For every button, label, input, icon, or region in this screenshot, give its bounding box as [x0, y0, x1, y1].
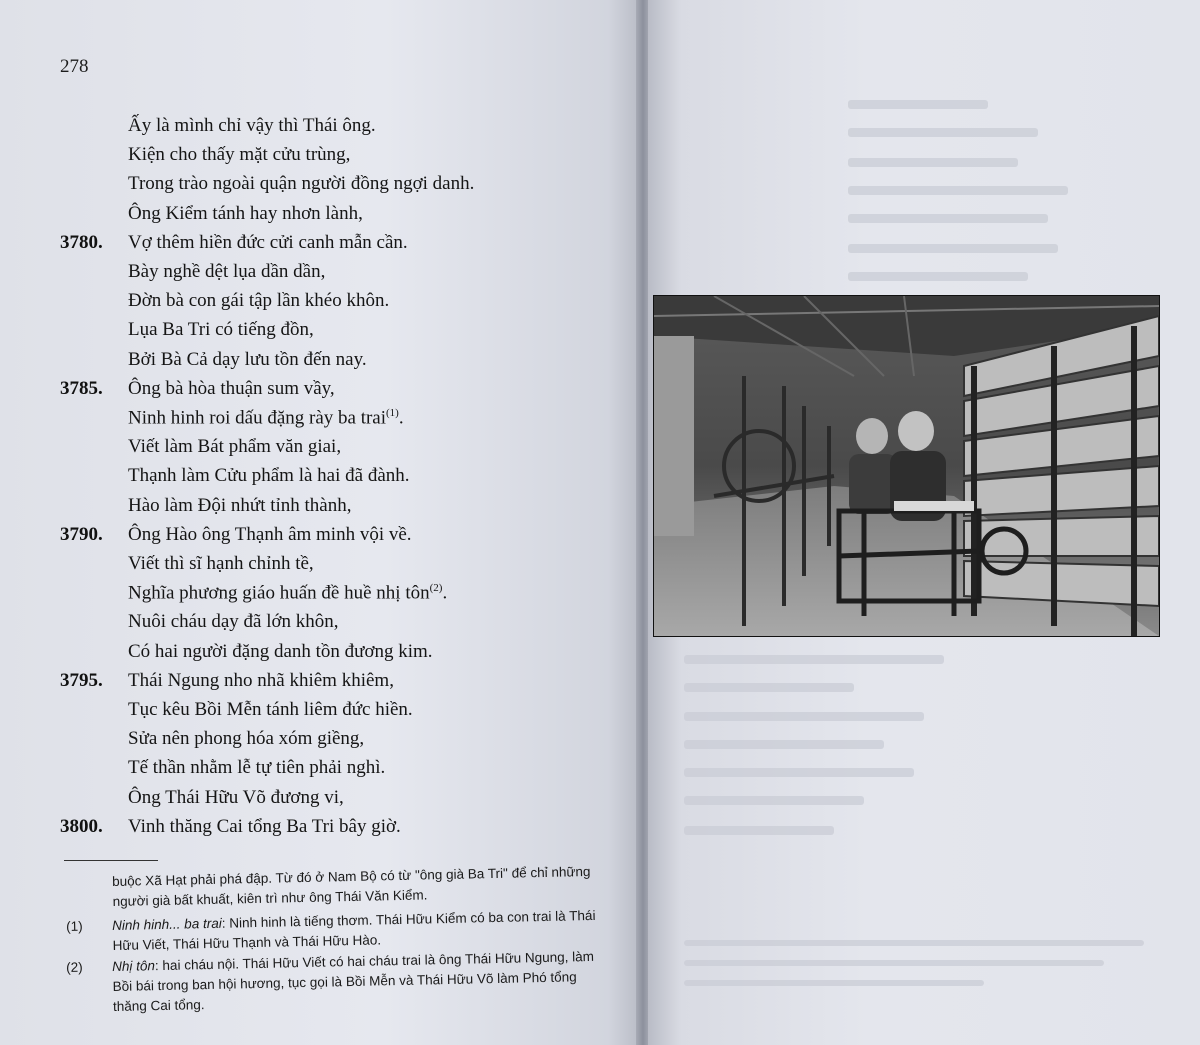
verse-line — [128, 144, 350, 166]
bleed-through-line — [684, 960, 1104, 966]
verse-text: Ông Kiểm tánh hay nhơn lành, — [128, 202, 363, 224]
bleed-through-line — [684, 826, 834, 835]
verse-line — [128, 582, 447, 604]
bleed-through-line — [848, 128, 1038, 137]
bleed-through-line — [848, 158, 1018, 167]
verse-text: Nuôi cháu dạy đã lớn khôn, — [128, 611, 339, 633]
verse-number: 3785. — [60, 377, 103, 399]
verse-number: 3780. — [60, 231, 103, 253]
footnote-2-text: : hai cháu nội. Thái Hữu Viết có hai cháu trai là ông Thái Hữu Ngung, làm Bồi bái trong ban hội hương, tục gọi là Bồi Mễn và Thái Hữu Võ làm Phó tổng thăng Cai tổng. — [112, 948, 595, 1015]
verse-line — [128, 261, 325, 283]
verse-text: Trong trào ngoài quận người đồng ngợi danh. — [128, 173, 475, 195]
footnote-1-mark: (1) — [66, 918, 83, 934]
verse-line — [128, 641, 433, 663]
footnote-2-mark: (2) — [66, 959, 83, 975]
bleed-through-line — [848, 214, 1048, 223]
verse-line — [128, 757, 385, 779]
verse-line — [128, 495, 352, 517]
verse-text: Thái Ngung nho nhã khiêm khiêm, — [128, 669, 394, 691]
verse-number: 3800. — [60, 815, 103, 837]
verse-text: Hào làm Đội nhứt tỉnh thành, — [128, 494, 352, 516]
verse-line — [128, 290, 389, 312]
verse-text: Kiện cho thấy mặt cửu trùng, — [128, 144, 351, 166]
bleed-through-line — [848, 186, 1068, 195]
verse-text: Có hai người đặng danh tồn đương kim. — [128, 640, 433, 662]
photo-illustration — [654, 296, 1159, 636]
verse-text: Ông Thái Hữu Võ đương vi, — [128, 786, 344, 808]
verse-number: 3790. — [60, 523, 103, 545]
bleed-through-line — [684, 796, 864, 805]
footnote-1-text: : Ninh hinh là tiếng thơm. Thái Hữu Kiểm có ba con trai là Thái Hữu Viết, Thái Hữu Thạnh và Thái Hữu Hào. — [112, 907, 596, 954]
verse-line — [128, 465, 410, 487]
verse-line — [128, 524, 412, 546]
bleed-through-line — [848, 244, 1058, 253]
bleed-through-line — [848, 272, 1028, 281]
verse-punctuation: . — [398, 407, 404, 429]
verse-text: Nghĩa phương giáo huấn đề huề nhị tôn — [128, 582, 430, 604]
verse-text: Bởi Bà Cả dạy lưu tồn đến nay. — [128, 348, 367, 370]
verse-line — [128, 319, 314, 341]
verse-line — [128, 787, 344, 809]
verse-text: Viết làm Bát phẩm văn giai, — [128, 436, 342, 458]
verse-line — [128, 115, 376, 137]
verse-text: Ninh hinh roi dấu đặng rày ba trai — [128, 407, 387, 429]
verse-text: Thạnh làm Cửu phẩm là hai đã đành. — [128, 465, 410, 487]
verse-line — [128, 728, 364, 750]
footnote-reference: (1) — [386, 407, 399, 419]
bleed-through-line — [684, 940, 1144, 946]
verse-text: Ông bà hòa thuận sum vầy, — [128, 377, 335, 399]
verse-line — [128, 378, 335, 400]
bleed-through-line — [684, 683, 854, 692]
verse-text: Bày nghề dệt lụa dần dần, — [128, 261, 326, 282]
bleed-through-line — [684, 980, 984, 986]
verse-line — [128, 407, 404, 429]
verse-line — [128, 553, 314, 575]
verse-text: Vinh thăng Cai tổng Ba Tri bây giờ. — [128, 815, 401, 837]
footnote-continuation-text: buộc Xã Hạt phải phá đập. Từ đó ở Nam Bộ có từ "ông già Ba Tri" để chỉ những người già bất khuất, kiên trì như ông Thái Văn Kiểm. — [112, 863, 591, 909]
verse-text: Ông Hào ông Thạnh âm minh vội về. — [128, 523, 412, 545]
bleed-through-line — [684, 740, 884, 749]
verse-text: Vợ thêm hiền đức cửi canh mẫn cần. — [128, 231, 408, 253]
footnote-reference: (2) — [429, 582, 443, 595]
verse-line — [128, 611, 339, 633]
footnote-divider — [64, 860, 158, 861]
verse-text: Ấy là mình chỉ vậy thì Thái ông. — [128, 115, 376, 136]
verse-line — [128, 203, 363, 225]
verse-text: Sửa nên phong hóa xóm giềng, — [128, 728, 365, 750]
bleed-through-line — [684, 655, 944, 664]
verse-line — [128, 349, 367, 371]
footnote-continuation — [112, 862, 613, 912]
footnote-2-term: Nhị tôn — [112, 958, 156, 975]
bleed-through-line — [684, 768, 914, 777]
weaving-photograph — [653, 295, 1160, 637]
verse-text: Đờn bà con gái tập lần khéo khôn. — [128, 290, 390, 312]
verse-text: Tế thần nhằm lễ tự tiên phải nghì. — [128, 757, 386, 779]
verse-line — [128, 232, 408, 254]
verse-text: Viết thì sĩ hạnh chỉnh tề, — [128, 553, 314, 574]
verse-line — [128, 699, 413, 721]
page-number: 278 — [60, 56, 89, 77]
verse-line — [128, 816, 401, 838]
verse-number: 3795. — [60, 669, 103, 691]
footnote-1-term: Ninh hinh... ba trai — [112, 915, 222, 934]
verse-text: Lụa Ba Tri có tiếng đồn, — [128, 319, 314, 341]
verse-line — [128, 436, 341, 458]
bleed-through-line — [848, 100, 988, 109]
verse-line — [128, 173, 474, 195]
verse-line — [128, 670, 394, 692]
bleed-through-line — [684, 712, 924, 721]
verse-punctuation: . — [442, 582, 448, 604]
verse-text: Tục kêu Bồi Mễn tánh liêm đức hiền. — [128, 699, 413, 720]
